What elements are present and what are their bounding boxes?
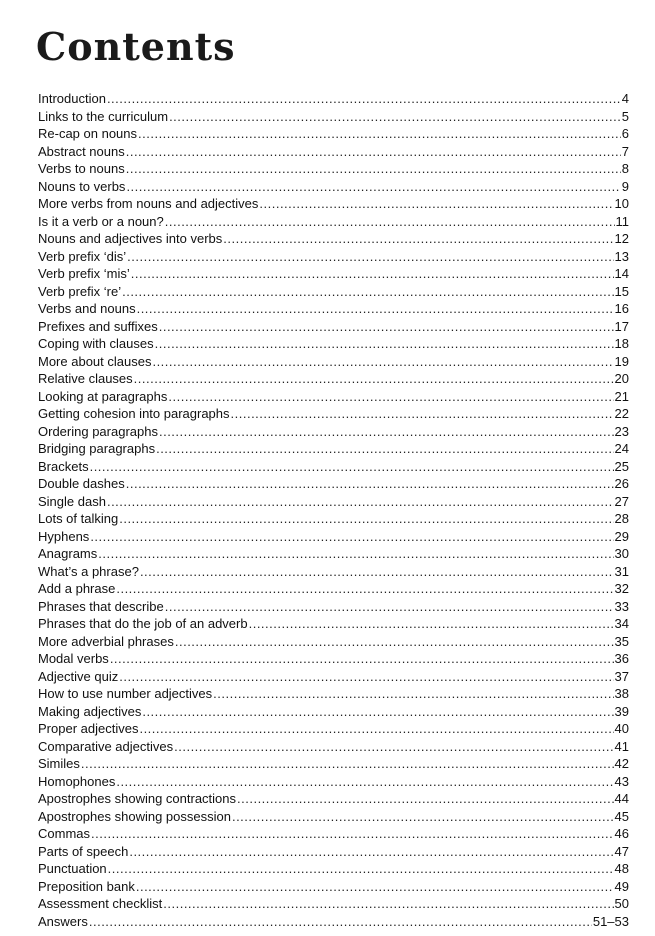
dot-leader <box>159 318 614 336</box>
toc-entry-page-number: 49 <box>614 878 629 894</box>
toc-entry-title: Apostrophes showing possession <box>38 808 231 824</box>
toc-entry <box>38 668 629 686</box>
toc-entry-page-number: 43 <box>614 773 629 789</box>
toc-entry-title: Bridging paragraphs <box>38 441 156 456</box>
toc-entry-title: How to use number adjectives <box>38 686 213 701</box>
toc-entry <box>38 563 629 581</box>
toc-entry <box>38 493 629 511</box>
dot-leader <box>110 650 614 668</box>
toc-entry-title: Preposition bank <box>38 878 135 894</box>
toc-entry-title: Verbs to nouns <box>38 161 125 176</box>
table-of-contents <box>38 90 629 930</box>
toc-entry-page-number: 10 <box>614 196 629 211</box>
toc-entry <box>38 475 629 493</box>
dot-leader <box>165 213 615 231</box>
toc-entry-page-number: 7 <box>621 143 629 159</box>
toc-entry <box>38 388 629 406</box>
dot-leader <box>223 230 613 248</box>
dot-leader <box>89 913 592 931</box>
dot-leader <box>231 405 614 423</box>
toc-entry-page-number: 47 <box>614 843 629 859</box>
toc-entry-title: Phrases that do the job of an adverb <box>38 616 248 631</box>
toc-entry-page-number: 22 <box>614 406 629 421</box>
toc-entry-page-number: 6 <box>621 126 629 141</box>
toc-entry-title: Nouns and adjectives into verbs <box>38 231 223 246</box>
dot-leader <box>249 615 614 633</box>
dot-leader <box>259 195 613 213</box>
toc-entry <box>38 370 629 388</box>
dot-leader <box>156 440 613 458</box>
toc-entry <box>38 895 629 913</box>
toc-entry-title: Verb prefix ‘dis’ <box>38 248 127 264</box>
toc-entry-page-number: 15 <box>614 283 629 299</box>
toc-entry-page-number: 31 <box>614 563 629 579</box>
toc-entry-title: Add a phrase <box>38 581 116 596</box>
dot-leader <box>159 423 614 441</box>
dot-leader <box>122 283 613 301</box>
dot-leader <box>139 720 613 738</box>
toc-entry-title: Ordering paragraphs <box>38 423 158 439</box>
toc-entry <box>38 248 629 266</box>
dot-leader <box>237 790 614 808</box>
toc-entry-page-number: 23 <box>614 423 629 439</box>
toc-entry-page-number: 29 <box>614 528 629 544</box>
toc-entry-page-number: 5 <box>621 108 629 124</box>
toc-entry-page-number: 18 <box>614 336 629 351</box>
dot-leader <box>126 475 614 493</box>
dot-leader <box>140 563 614 581</box>
toc-entry-title: Relative clauses <box>38 371 133 386</box>
toc-entry-title: Parts of speech <box>38 843 129 859</box>
toc-entry <box>38 790 629 808</box>
toc-entry-page-number: 46 <box>614 826 629 841</box>
toc-entry <box>38 843 629 861</box>
toc-entry-page-number: 37 <box>614 668 629 684</box>
toc-entry-title: Making adjectives <box>38 703 142 719</box>
dot-leader <box>213 685 613 703</box>
toc-entry <box>38 580 629 598</box>
toc-entry <box>38 440 629 458</box>
toc-entry-title: Answers <box>38 913 88 929</box>
toc-entry-title: Proper adjectives <box>38 721 139 736</box>
toc-entry <box>38 808 629 826</box>
dot-leader <box>129 843 613 861</box>
toc-entry-title: Verbs and nouns <box>38 301 136 316</box>
dot-leader <box>108 860 614 878</box>
toc-entry <box>38 195 629 213</box>
toc-entry-page-number: 25 <box>614 458 629 474</box>
toc-entry <box>38 773 629 791</box>
page-title: Contents <box>36 24 236 69</box>
toc-entry-title: Phrases that describe <box>38 598 164 614</box>
toc-entry-title: Lots of talking <box>38 511 119 526</box>
toc-entry <box>38 878 629 896</box>
toc-entry-page-number: 36 <box>614 651 629 666</box>
dot-leader <box>107 90 621 108</box>
toc-entry-page-number: 14 <box>614 266 629 281</box>
dot-leader <box>163 895 613 913</box>
toc-entry-page-number: 21 <box>614 388 629 404</box>
toc-entry-page-number: 13 <box>614 248 629 264</box>
dot-leader <box>174 738 613 756</box>
toc-entry-page-number: 8 <box>621 161 629 176</box>
toc-entry-page-number: 32 <box>614 581 629 596</box>
toc-entry-title: Modal verbs <box>38 651 109 666</box>
dot-leader <box>107 493 614 511</box>
toc-entry-page-number: 20 <box>614 371 629 386</box>
toc-entry <box>38 143 629 161</box>
dot-leader <box>165 598 614 616</box>
dot-leader <box>136 878 614 896</box>
toc-entry-title: Single dash <box>38 493 106 509</box>
toc-entry <box>38 755 629 773</box>
toc-entry-page-number: 42 <box>614 756 629 771</box>
toc-entry <box>38 615 629 633</box>
toc-entry-title: Is it a verb or a noun? <box>38 213 164 229</box>
toc-entry-title: More about clauses <box>38 353 152 369</box>
toc-entry-title: Homophones <box>38 773 116 789</box>
dot-leader <box>152 353 613 371</box>
toc-entry <box>38 738 629 756</box>
toc-entry-page-number: 30 <box>614 546 629 561</box>
toc-entry-page-number: 4 <box>621 91 629 106</box>
toc-entry-page-number: 48 <box>614 861 629 876</box>
toc-entry-title: More verbs from nouns and adjectives <box>38 196 259 211</box>
toc-entry-title: Comparative adjectives <box>38 738 174 754</box>
toc-entry-title: Assessment checklist <box>38 896 163 911</box>
toc-entry-title: Brackets <box>38 458 89 474</box>
toc-entry <box>38 300 629 318</box>
toc-entry-page-number: 45 <box>614 808 629 824</box>
dot-leader <box>131 265 614 283</box>
toc-entry-title: Hyphens <box>38 528 90 544</box>
toc-entry <box>38 230 629 248</box>
toc-entry-title: Commas <box>38 826 91 841</box>
toc-entry-title: Re-cap on nouns <box>38 126 138 141</box>
toc-entry <box>38 265 629 283</box>
toc-entry-page-number: 35 <box>614 633 629 649</box>
dot-leader <box>134 370 614 388</box>
toc-entry-page-number: 17 <box>614 318 629 334</box>
toc-entry-page-number: 41 <box>614 738 629 754</box>
dot-leader <box>142 703 613 721</box>
toc-entry-page-number: 24 <box>614 441 629 456</box>
dot-leader <box>90 528 613 546</box>
toc-entry <box>38 825 629 843</box>
toc-entry-title: Links to the curriculum <box>38 108 169 124</box>
toc-entry <box>38 90 629 108</box>
toc-entry <box>38 178 629 196</box>
toc-entry <box>38 528 629 546</box>
toc-entry <box>38 913 629 931</box>
toc-entry-title: Anagrams <box>38 546 98 561</box>
dot-leader <box>91 825 614 843</box>
toc-entry-title: Verb prefix ‘re’ <box>38 283 122 299</box>
toc-entry <box>38 720 629 738</box>
dot-leader <box>168 388 613 406</box>
toc-entry-title: Adjective quiz <box>38 668 119 684</box>
dot-leader <box>175 633 614 651</box>
toc-entry-title: Verb prefix ‘mis’ <box>38 266 130 281</box>
toc-entry <box>38 125 629 143</box>
toc-entry <box>38 685 629 703</box>
toc-entry-title: Apostrophes showing contractions <box>38 791 237 806</box>
toc-entry-title: Similes <box>38 756 80 771</box>
toc-entry-page-number: 44 <box>614 791 629 806</box>
dot-leader <box>90 458 614 476</box>
toc-entry-title: Looking at paragraphs <box>38 388 168 404</box>
toc-entry <box>38 335 629 353</box>
toc-entry-page-number: 11 <box>615 213 629 229</box>
toc-entry-page-number: 9 <box>621 178 629 194</box>
toc-entry-page-number: 27 <box>614 493 629 509</box>
toc-entry <box>38 353 629 371</box>
toc-entry-page-number: 28 <box>614 511 629 526</box>
dot-leader <box>126 143 621 161</box>
dot-leader <box>155 335 614 353</box>
toc-entry <box>38 108 629 126</box>
toc-entry-page-number: 34 <box>614 616 629 631</box>
toc-entry-title: Double dashes <box>38 476 125 491</box>
toc-entry <box>38 405 629 423</box>
dot-leader <box>119 668 613 686</box>
toc-entry <box>38 283 629 301</box>
toc-entry-page-number: 51–53 <box>592 913 629 929</box>
toc-entry <box>38 703 629 721</box>
toc-entry-page-number: 33 <box>614 598 629 614</box>
toc-entry <box>38 633 629 651</box>
toc-entry <box>38 650 629 668</box>
toc-entry <box>38 160 629 178</box>
toc-entry-title: Getting cohesion into paragraphs <box>38 406 230 421</box>
dot-leader <box>116 580 613 598</box>
toc-entry <box>38 213 629 231</box>
toc-entry-page-number: 19 <box>614 353 629 369</box>
toc-entry <box>38 598 629 616</box>
toc-entry-page-number: 26 <box>614 476 629 491</box>
toc-entry-page-number: 16 <box>614 301 629 316</box>
dot-leader <box>119 510 613 528</box>
toc-entry-title: Introduction <box>38 91 106 106</box>
dot-leader <box>81 755 614 773</box>
toc-entry-page-number: 38 <box>614 686 629 701</box>
toc-entry-title: Coping with clauses <box>38 336 154 351</box>
toc-entry <box>38 860 629 878</box>
dot-leader <box>137 300 614 318</box>
dot-leader <box>116 773 613 791</box>
toc-entry <box>38 545 629 563</box>
toc-entry-title: What’s a phrase? <box>38 563 139 579</box>
toc-entry-title: Abstract nouns <box>38 143 125 159</box>
toc-entry-title: Prefixes and suffixes <box>38 318 158 334</box>
toc-entry-title: More adverbial phrases <box>38 633 174 649</box>
toc-entry-page-number: 40 <box>614 721 629 736</box>
dot-leader <box>127 248 613 266</box>
toc-entry-title: Punctuation <box>38 861 107 876</box>
toc-entry-page-number: 39 <box>614 703 629 719</box>
toc-entry <box>38 423 629 441</box>
dot-leader <box>138 125 621 143</box>
toc-entry-page-number: 12 <box>614 231 629 246</box>
dot-leader <box>126 160 621 178</box>
toc-entry-page-number: 50 <box>614 896 629 911</box>
dot-leader <box>126 178 620 196</box>
toc-entry <box>38 458 629 476</box>
toc-entry <box>38 318 629 336</box>
dot-leader <box>98 545 613 563</box>
toc-entry <box>38 510 629 528</box>
toc-entry-title: Nouns to verbs <box>38 178 126 194</box>
dot-leader <box>169 108 621 126</box>
dot-leader <box>232 808 614 826</box>
